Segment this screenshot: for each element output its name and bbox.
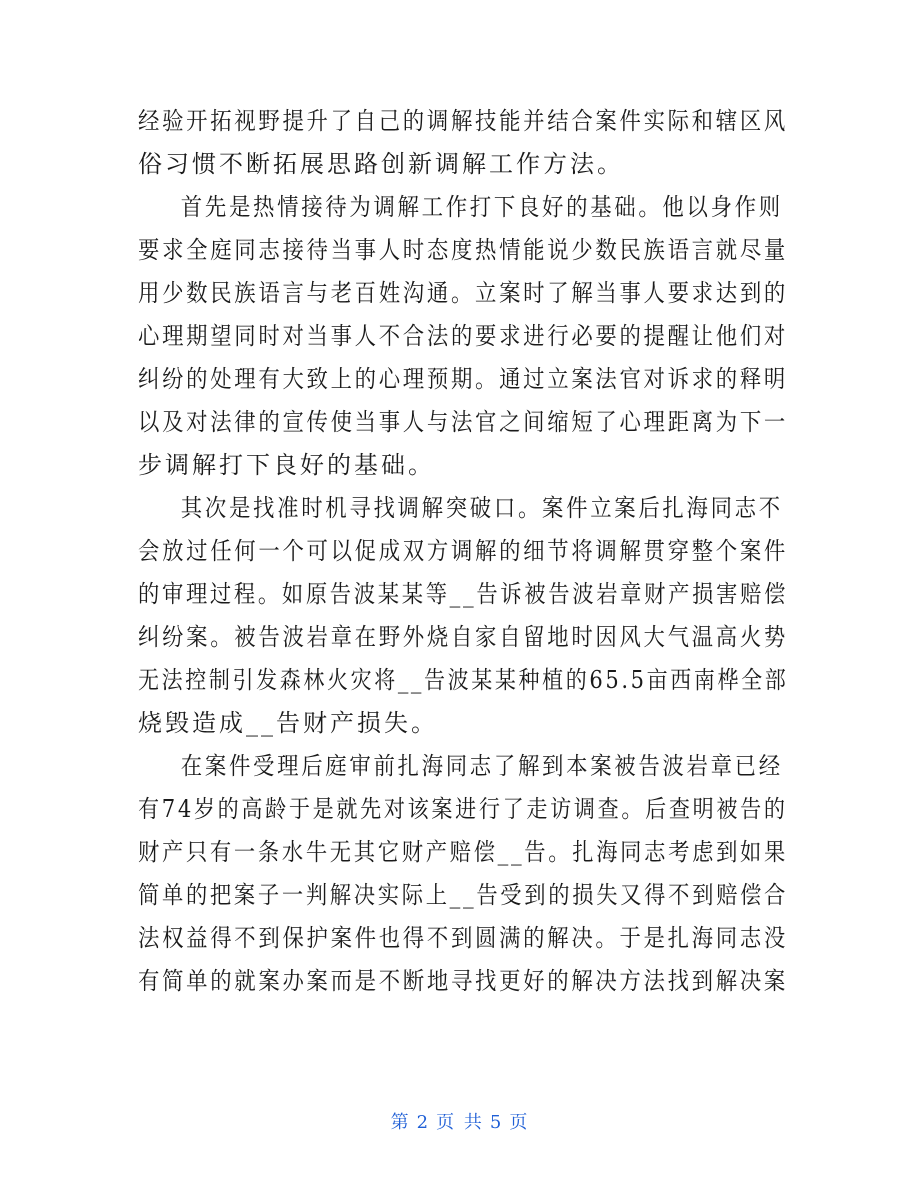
text-line: 纠纷的处理有大致上的心理预期。通过立案法官对诉求的释明 [138,365,788,393]
text-line: 有74岁的高龄于是就先对该案进行了走访调查。后查明被告的 [138,795,788,823]
text-line: 无法控制引发森林火灾将__告波某某种植的65.5亩西南桦全部 [138,666,789,694]
text-line: 法权益得不到保护案件也得不到圆满的解决。于是扎海同志没 [138,924,788,952]
text-line: 的审理过程。如原告波某某等__告诉被告波岩章财产损害赔偿 [138,580,789,608]
text-line: 纠纷案。被告波岩章在野外烧自家自留地时因风大气温高火势 [138,623,788,651]
text-line: 步调解打下良好的基础。 [138,451,435,479]
footer-prefix: 第 [390,1112,411,1133]
text-line: 以及对法律的宣传使当事人与法官之间缩短了心理距离为下一 [138,408,788,436]
footer-suffix: 页 [509,1112,530,1133]
text-line: 会放过任何一个可以促成双方调解的细节将调解贯穿整个案件 [138,537,788,565]
text-line: 用少数民族语言与老百姓沟通。立案时了解当事人要求达到的 [138,279,788,307]
page-footer [0,1108,920,1134]
text-line: 要求全庭同志接待当事人时态度热情能说少数民族语言就尽量 [138,236,788,264]
footer-middle: 页 共 [436,1112,484,1133]
text-line: 经验开拓视野提升了自己的调解技能并结合案件实际和辖区风 [138,107,788,135]
text-line: 心理期望同时对当事人不合法的要求进行必要的提醒让他们对 [138,322,788,350]
footer-page-number: 2 [416,1112,431,1133]
text-line: 有简单的就案办案而是不断地寻找更好的解决方法找到解决案 [138,967,788,995]
text-line: 简单的把案子一判解决实际上__告受到的损失又得不到赔偿合 [138,881,789,909]
text-line: 其次是找准时机寻找调解突破口。案件立案后扎海同志不 [180,494,783,522]
text-line: 在案件受理后庭审前扎海同志了解到本案被告波岩章已经 [180,752,783,780]
text-line: 首先是热情接待为调解工作打下良好的基础。他以身作则 [180,193,783,221]
text-line: 俗习惯不断拓展思路创新调解工作方法。 [138,150,624,178]
text-line: 财产只有一条水牛无其它财产赔偿__告。扎海同志考虑到如果 [138,838,789,866]
text-line: 烧毁造成__告财产损失。 [138,709,438,737]
document-body [138,100,788,1003]
footer-total-pages: 5 [489,1112,504,1133]
